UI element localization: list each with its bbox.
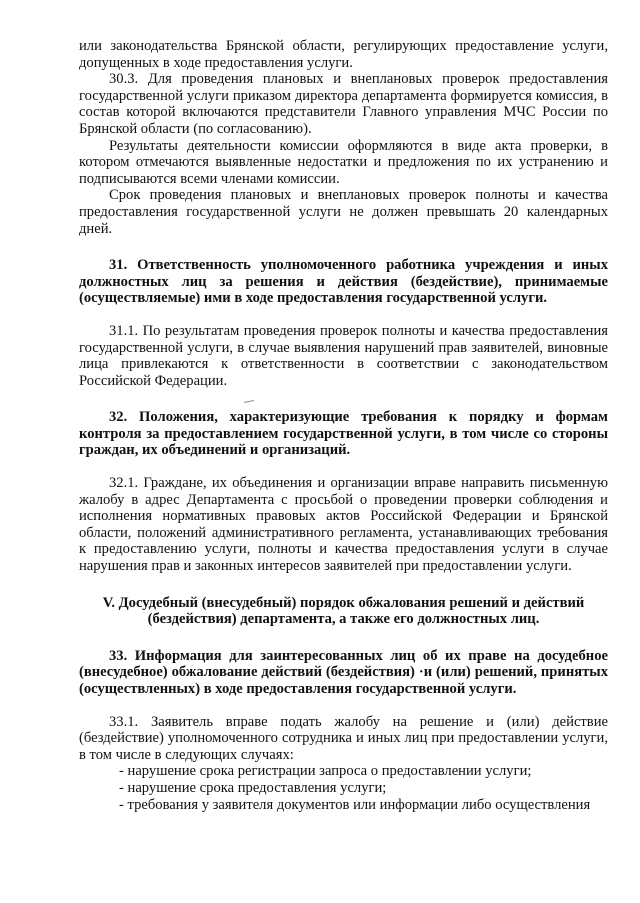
paragraph-33-1: 33.1. Заявитель вправе подать жалобу на решение и (или) действие (бездействие) уполномоченного сотрудника и иных лиц при предоставлении услуги, в том числе в следующих случаях:	[79, 713, 608, 763]
list-item: - нарушение срока регистрации запроса о предоставлении услуги;	[119, 763, 608, 780]
stray-pen-mark	[244, 400, 254, 403]
paragraph-30-3: 30.3. Для проведения плановых и внеплановых проверок предоставления государственной услуги приказом директора департамента формируется комиссия, в состав которой включаются представители Главного управления МЧС России по Брянской области (по согласованию).	[79, 71, 608, 137]
heading-section-33: 33. Информация для заинтересованных лиц об их праве на досудебное (внесудебное) обжалование действий (бездействия) ·и (или) решений, принятых (осуществленных) в ходе предоставления государственной услуги.	[79, 647, 608, 697]
violations-list	[79, 763, 608, 813]
paragraph-32-1: 32.1. Граждане, их объединения и организации вправе направить письменную жалобу в адрес Департамента с просьбой о проведении проверки соблюдения и исполнения нормативных правовых актов Российской Федерации и Брянской области, положений административного регламента, устанавливающих требования к предоставлению услуги, полноты и качества предоставления услуги в случае нарушения прав и законных интересов заявителей при предоставлении услуги.	[79, 475, 608, 575]
heading-chapter-v: V. Досудебный (внесудебный) порядок обжалования решений и действий (бездействия) департамента, а также его должностных лиц.	[102, 594, 585, 628]
paragraph-term: Срок проведения плановых и внеплановых проверок полноты и качества предоставления государственной услуги не должен превышать 20 календарных дней.	[79, 187, 608, 237]
paragraph-results: Результаты деятельности комиссии оформляются в виде акта проверки, в котором отмечаются выявленные недостатки и предложения по их устранению и подписываются всеми членами комиссии.	[79, 137, 608, 187]
heading-section-32: 32. Положения, характеризующие требования к порядку и формам контроля за предоставлением государственной услуги, в том числе со стороны граждан, их объединений и организаций.	[79, 409, 608, 459]
paragraph-intro: или законодательства Брянской области, регулирующих предоставление услуги, допущенных в ходе предоставления услуги.	[79, 38, 608, 71]
list-item: - нарушение срока предоставления услуги;	[119, 780, 608, 797]
list-item: - требования у заявителя документов или информации либо осуществления	[119, 797, 608, 814]
heading-section-31: 31. Ответственность уполномоченного работника учреждения и иных должностных лиц за решения и действия (бездействие), принимаемые (осуществляемые) ими в ходе предоставления государственной услуги.	[79, 257, 608, 307]
paragraph-31-1: 31.1. По результатам проведения проверок полноты и качества предоставления государственной услуги, в случае выявления нарушений прав заявителей, виновные лица привлекаются к ответственности в соответствии с законодательством Российской Федерации.	[79, 322, 608, 389]
